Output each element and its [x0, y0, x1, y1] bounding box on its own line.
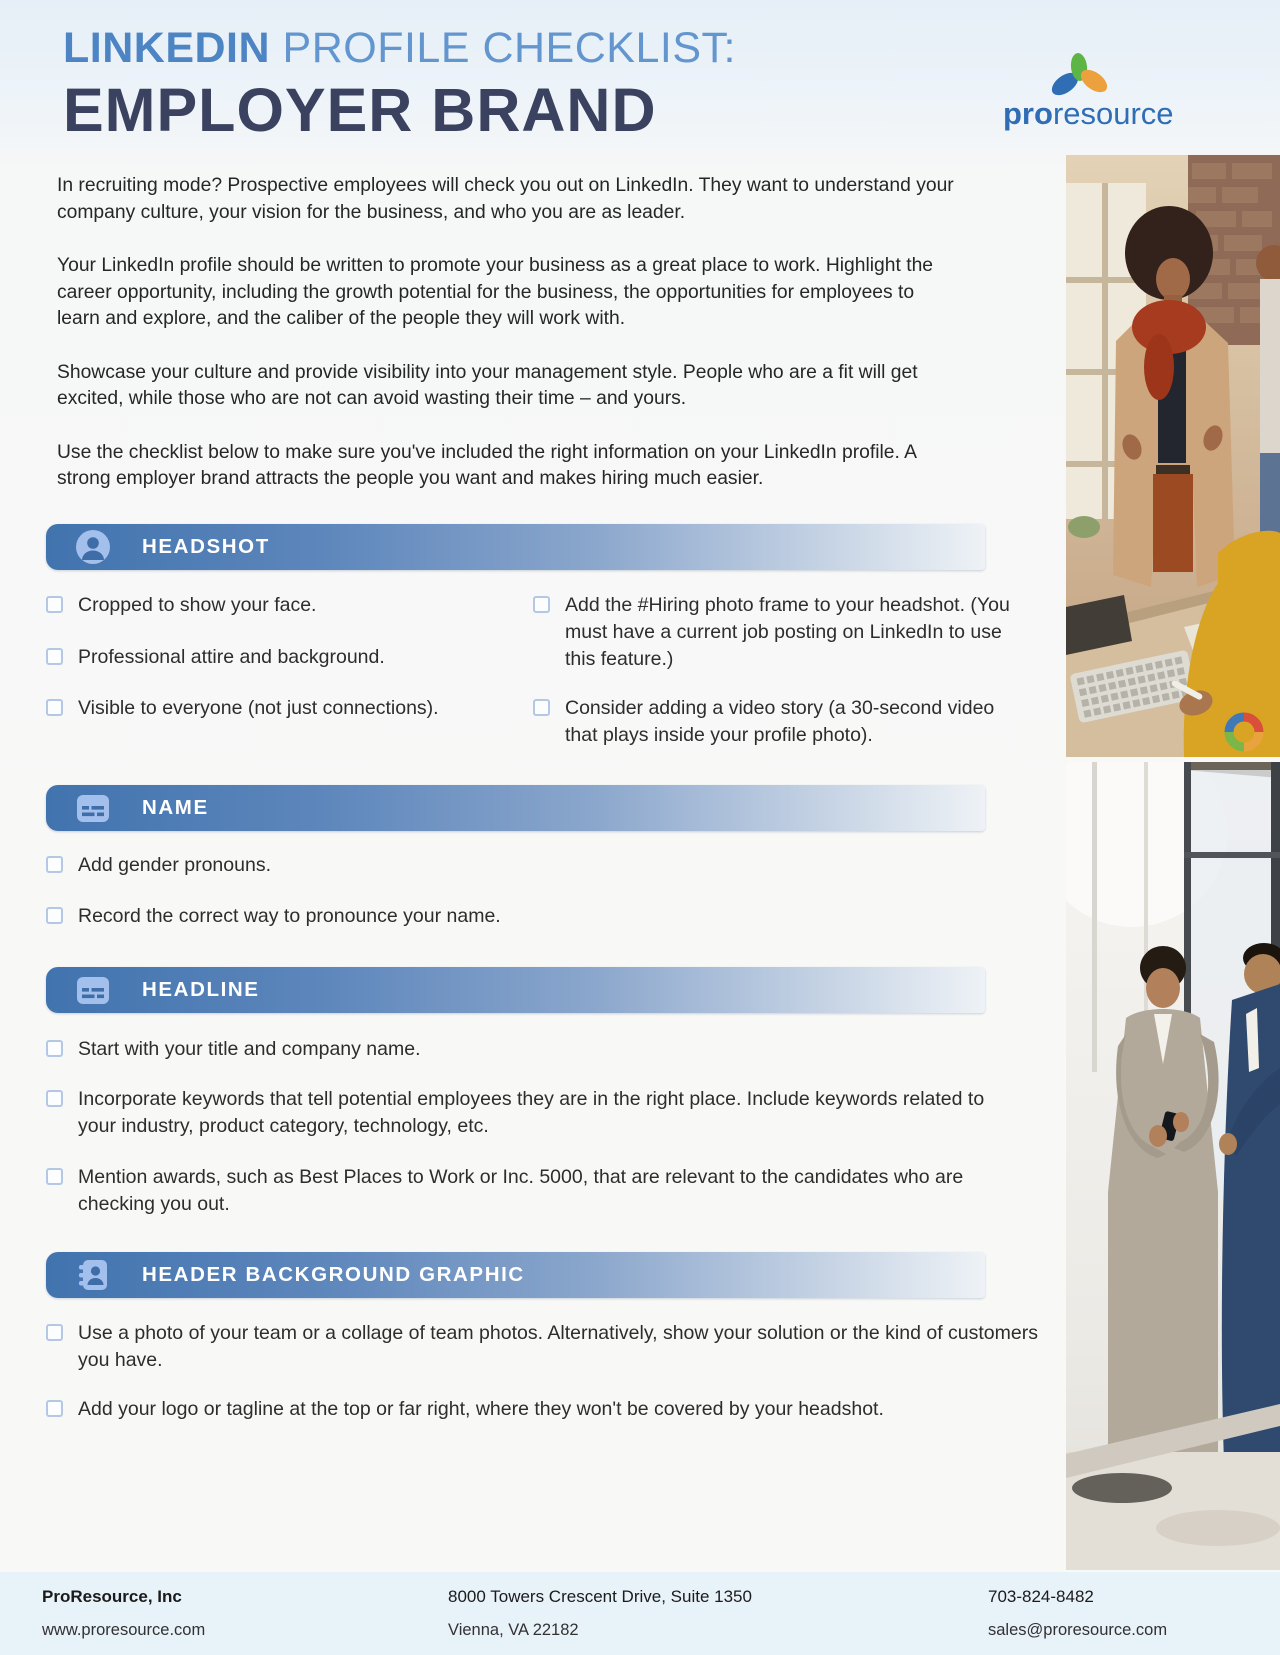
logo-pro: pro — [1003, 96, 1053, 131]
photo-team-meeting — [1066, 155, 1280, 757]
footer-phone: 703-824-8482 — [988, 1587, 1094, 1606]
intro-paragraph-3: Showcase your culture and provide visibility into your management style. People who are a fit will get excited, while those who are not can avoid wasting their time – and yours. — [57, 361, 918, 409]
checklist-item — [46, 1086, 1008, 1140]
section-title-headshot: HEADSHOT — [142, 535, 270, 558]
checklist-item — [46, 1036, 1006, 1063]
footer — [0, 1572, 1280, 1655]
checkbox[interactable] — [46, 907, 63, 924]
checklist-item-label: Incorporate keywords that tell potential employees they are in the right place. Include keywords related to your industry, product category, technology, etc. — [78, 1088, 985, 1137]
checkbox[interactable] — [46, 648, 63, 665]
footer-company-block — [42, 1585, 205, 1642]
section-header-background-graphic — [46, 1252, 985, 1298]
checklist-item-label: Cropped to show your face. — [78, 594, 317, 616]
checkbox[interactable] — [46, 596, 63, 613]
checkbox[interactable] — [46, 1040, 63, 1057]
checklist-item-label: Add the #Hiring photo frame to your headshot. (You must have a current job posting on LinkedIn to use this feature.) — [565, 594, 1010, 670]
id-card-icon — [76, 791, 110, 825]
footer-company-name: ProResource, Inc — [42, 1587, 182, 1606]
checklist-item-label: Start with your title and company name. — [78, 1038, 421, 1060]
leaves-icon — [1041, 52, 1117, 98]
checklist-item-label: Record the correct way to pronounce your name. — [78, 905, 501, 927]
intro-paragraph-4: Use the checklist below to make sure you've included the right information on your LinkedIn profile. A strong employer brand attracts the people you want and makes hiring much easier. — [57, 441, 916, 489]
section-title-header-background-graphic: HEADER BACKGROUND GRAPHIC — [142, 1263, 525, 1286]
checklist-item-label: Mention awards, such as Best Places to Work or Inc. 5000, that are relevant to the candidates who are checking you out. — [78, 1166, 964, 1215]
checklist-item — [46, 1164, 1008, 1218]
id-card-icon — [76, 973, 110, 1007]
checkbox[interactable] — [46, 1400, 63, 1417]
checklist-item — [46, 644, 516, 671]
footer-website: www.proresource.com — [42, 1621, 206, 1639]
checklist-item — [46, 592, 516, 619]
intro-paragraph-2: Your LinkedIn profile should be written to promote your business as a great place to work. Highlight the career opportunity, including the growth potential for the business, the opportunities for employees to learn and explore, and the caliber of the people they will work with. — [57, 255, 934, 329]
section-title-name: NAME — [142, 796, 209, 819]
checklist-item-label: Add your logo or tagline at the top or far right, where they won't be covered by your headshot. — [78, 1398, 884, 1420]
title-linkedin: LINKEDIN — [63, 24, 271, 72]
logo-resource: resource — [1052, 96, 1174, 131]
checklist-item — [533, 695, 1020, 749]
page-title — [63, 22, 736, 144]
checklist-item — [46, 903, 946, 930]
checklist-item — [46, 695, 516, 722]
checklist-item-label: Add gender pronouns. — [78, 854, 271, 876]
checklist-item — [46, 852, 946, 879]
footer-email: sales@proresource.com — [988, 1621, 1168, 1639]
checkbox[interactable] — [46, 856, 63, 873]
checklist-item — [533, 592, 1020, 673]
section-header-headshot — [46, 524, 985, 570]
photo-colleagues-phone — [1066, 762, 1280, 1570]
footer-contact-block — [988, 1585, 1167, 1642]
checkbox[interactable] — [46, 699, 63, 716]
section-header-headline — [46, 967, 985, 1013]
checklist-item — [46, 1320, 1054, 1374]
logo-wordmark — [1003, 98, 1203, 130]
checkbox[interactable] — [533, 699, 550, 716]
footer-address-block — [448, 1585, 752, 1642]
person-circle-icon — [76, 530, 110, 564]
section-title-headline: HEADLINE — [142, 978, 260, 1001]
title-profile-checklist: PROFILE CHECKLIST: — [270, 24, 736, 72]
checkbox[interactable] — [46, 1168, 63, 1185]
checklist-item-label: Consider adding a video story (a 30-second video that plays inside your profile photo). — [565, 697, 995, 746]
footer-address-line2: Vienna, VA 22182 — [448, 1621, 579, 1639]
proresource-logo — [1003, 52, 1203, 130]
title-employer-brand: EMPLOYER BRAND — [63, 76, 657, 144]
contact-book-icon — [76, 1258, 110, 1292]
checklist-item-label: Visible to everyone (not just connections). — [78, 697, 439, 719]
checkbox[interactable] — [533, 596, 550, 613]
checkbox[interactable] — [46, 1090, 63, 1107]
title-line-1 — [63, 22, 736, 74]
section-header-name — [46, 785, 985, 831]
footer-address-line1: 8000 Towers Crescent Drive, Suite 1350 — [448, 1587, 752, 1606]
intro-text — [57, 173, 962, 520]
checklist-item — [46, 1396, 1054, 1423]
checklist-item-label: Professional attire and background. — [78, 646, 385, 668]
intro-paragraph-1: In recruiting mode? Prospective employees will check you out on LinkedIn. They want to understand your company culture, your vision for the business, and who you are as leader. — [57, 175, 954, 223]
checkbox[interactable] — [46, 1324, 63, 1341]
checklist-item-label: Use a photo of your team or a collage of team photos. Alternatively, show your solution or the kind of customers you have. — [78, 1322, 1038, 1371]
